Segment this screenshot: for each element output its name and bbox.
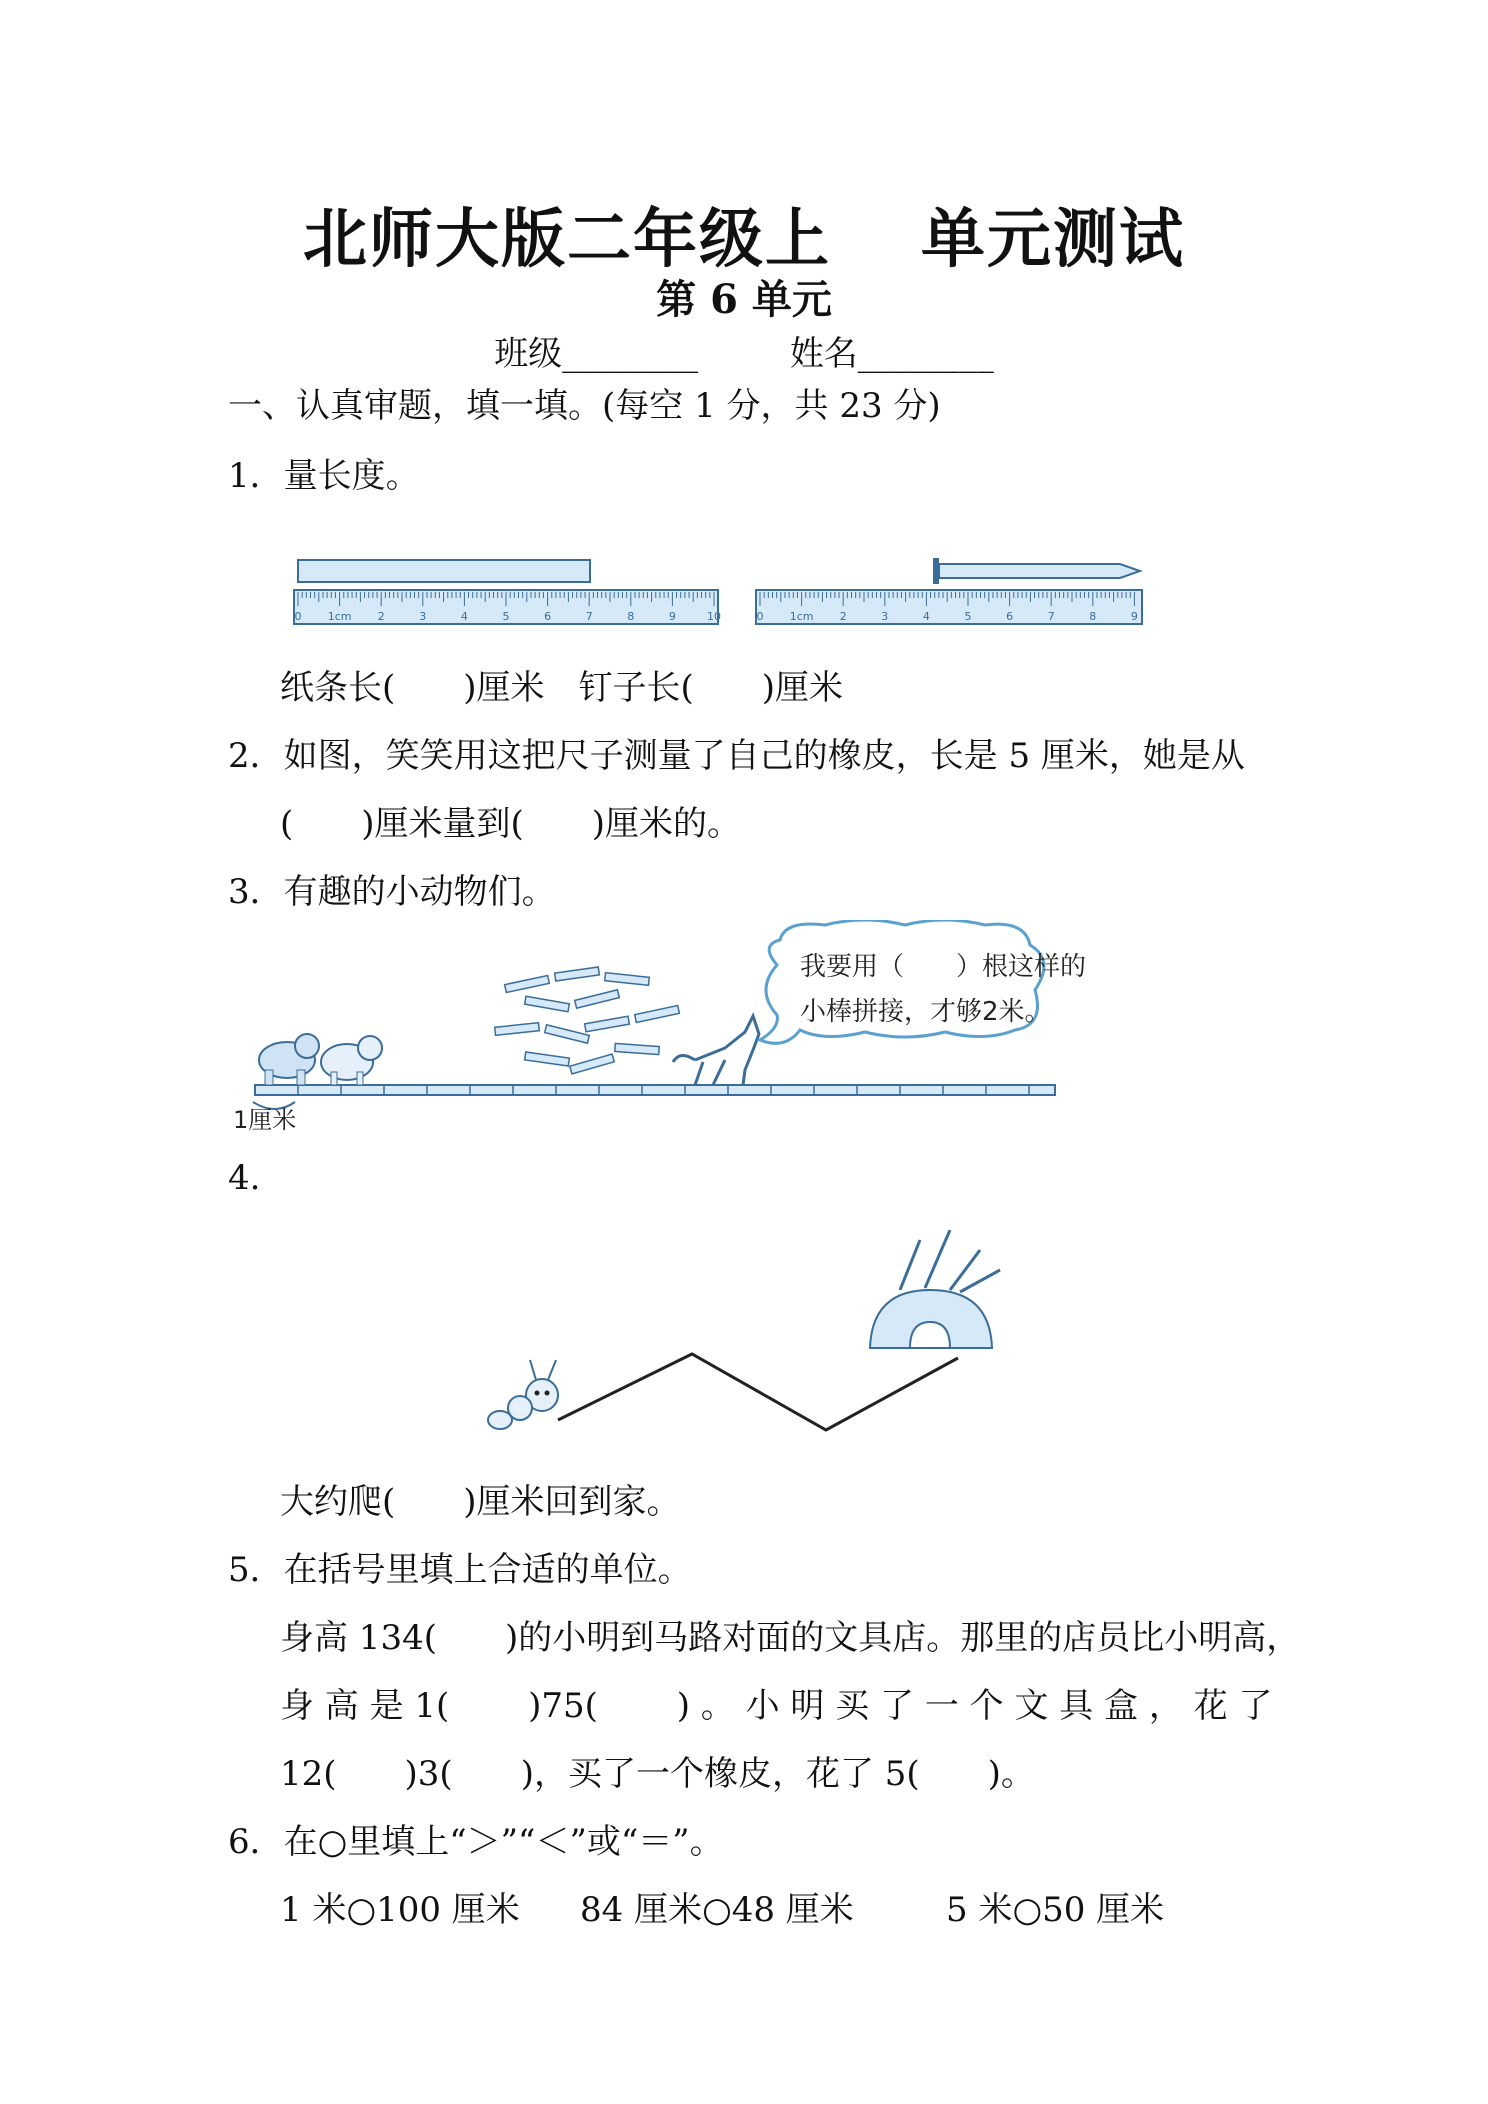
bubble-line-2: 小棒拼接，才够2米。 [800, 997, 1051, 1027]
ruler-tick-label: 9 [668, 610, 676, 623]
ruler-tick-label: 2 [839, 610, 847, 623]
question-5: 5．在括号里填上合适的单位。 [228, 1550, 692, 1590]
page-subtitle: 第 6 单元 [656, 276, 832, 323]
stick [495, 1023, 540, 1036]
ruler-tick-label: 2 [377, 610, 385, 623]
ruler-tick-label: 1cm [789, 610, 814, 623]
bubble-line-1: 我要用（ ）根这样的 [800, 952, 1087, 982]
name-field[interactable]: 姓名________ [789, 334, 994, 374]
ruler-1 [294, 590, 721, 624]
stick [505, 976, 550, 993]
q6-item-3: 5 米○50 厘米 [946, 1890, 1165, 1930]
scattered-sticks [495, 967, 680, 1074]
stick [575, 990, 620, 1008]
ruler-tick-label: 3 [419, 610, 427, 623]
question-5-line2: 身 高 是 1( )75( ) 。 小 明 买 了 一 个 文 具 盒 ， 花 了 [280, 1686, 1273, 1726]
question-2-line2: ( )厘米量到( )厘米的。 [280, 804, 742, 844]
ruler-figure [290, 520, 1150, 630]
title-right: 单元测试 [921, 203, 1185, 277]
section-heading: 一、认真审题，填一填。(每空 1 分，共 23 分) [228, 386, 941, 426]
page-title [0, 188, 1488, 280]
paper-strip [298, 560, 590, 582]
q6-item-1: 1 米○100 厘米 [280, 1890, 520, 1930]
class-field[interactable]: 班级________ [494, 334, 699, 374]
ruler-tick-label: 7 [585, 610, 593, 623]
stick [605, 973, 650, 986]
ruler-tick-label: 9 [1130, 610, 1138, 623]
question-5-line1: 身高 134( )的小明到马路对面的文具店。那里的店员比小明高， [280, 1618, 1301, 1658]
stick [525, 1052, 570, 1066]
question-1: 1．量长度。 [228, 456, 420, 496]
ruler-2 [756, 590, 1142, 624]
sheep-icon [321, 1036, 382, 1085]
stick [615, 1043, 659, 1054]
ant-path-figure [480, 1230, 1020, 1460]
ruler-tick-label: 5 [502, 610, 510, 623]
ant-route [558, 1354, 958, 1430]
q4-answer-line: 大约爬( )厘米回到家。 [280, 1482, 681, 1522]
stick [525, 996, 570, 1012]
ruler-tick-label: 8 [627, 610, 635, 623]
question-6: 6．在○里填上“＞”“＜”或“＝”。 [228, 1822, 724, 1862]
ruler-tick-label: 7 [1047, 610, 1055, 623]
animals-figure [225, 920, 1125, 1140]
q1-answer-line: 纸条长( )厘米 钉子长( )厘米 [280, 668, 844, 708]
ruler-tick-label: 8 [1089, 610, 1097, 623]
stick [545, 1025, 590, 1043]
wolf-icon [673, 1016, 759, 1085]
unit-label: 1厘米 [233, 1106, 297, 1134]
ant-icon [488, 1360, 558, 1429]
ruler-tick-label: 0 [294, 610, 302, 623]
rhino-icon [259, 1034, 319, 1085]
question-5-line3: 12( )3( )，买了一个橡皮，花了 5( )。 [280, 1754, 1035, 1794]
title-left: 北师大版二年级上 [303, 203, 831, 277]
ruler-tick-label: 10 [707, 610, 721, 623]
ruler-tick-label: 5 [964, 610, 972, 623]
ruler-tick-label: 3 [881, 610, 889, 623]
stick [585, 1016, 630, 1032]
stick [555, 967, 600, 981]
ruler-tick-label: 6 [1006, 610, 1014, 623]
nail [933, 558, 1140, 584]
question-3: 3．有趣的小动物们。 [228, 872, 556, 912]
ruler-tick-label: 1cm [327, 610, 352, 623]
ant-home-icon [870, 1230, 1000, 1348]
ruler-tick-label: 4 [460, 610, 468, 623]
stick-chain [255, 1085, 1055, 1095]
ruler-tick-label: 6 [544, 610, 552, 623]
question-4: 4. [228, 1158, 261, 1198]
question-2-line1: 2．如图，笑笑用这把尺子测量了自己的橡皮，长是 5 厘米，她是从 [228, 736, 1245, 776]
stick [570, 1054, 615, 1074]
q6-item-2: 84 厘米○48 厘米 [580, 1890, 854, 1930]
ruler-tick-label: 4 [922, 610, 930, 623]
student-info-line [0, 326, 1488, 375]
stick [635, 1006, 680, 1023]
ruler-tick-label: 0 [756, 610, 764, 623]
